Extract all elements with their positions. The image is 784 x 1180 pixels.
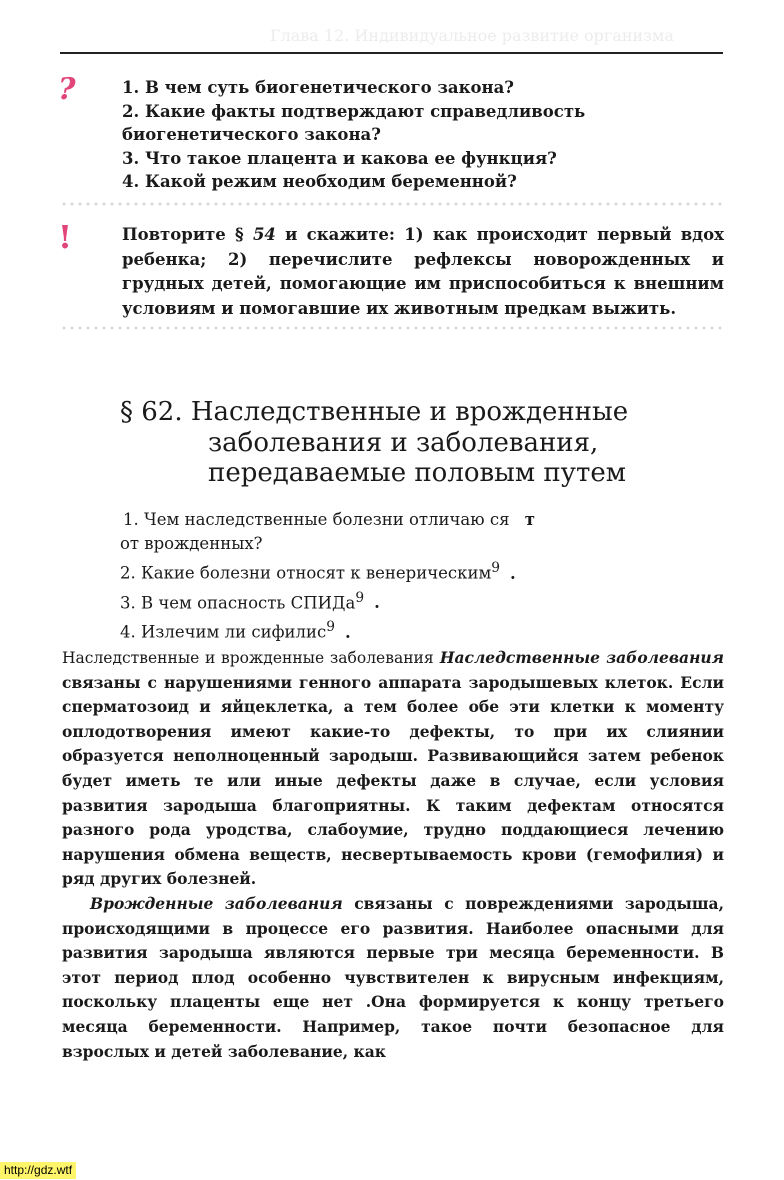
body-text <box>62 646 724 1064</box>
running-header: Глава 12. Индивидуальное развитие организма <box>270 26 674 45</box>
section-question: 4. Излечим ли сифилис$^9$ . <box>120 619 351 642</box>
section-title: § 62. Наследственные и врожденные заболевания и заболевания, передаваемые половым путем <box>120 397 629 488</box>
review-question: 2. Какие факты подтверждают справедливость биогенетического закона? <box>122 101 586 144</box>
review-questions <box>122 76 724 194</box>
paragraph: Наследственные и врожденные заболевания Наследственные заболевания связаны с нарушениями генного аппарата зародышевых клеток. Если сперматозоид и яйцеклетка, а тем более обе эти клетки к моменту оплодотворения имеют какие-то дефекты, то при их слиянии образуется неполноценный зародыш. Развивающийся затем ребенок будет иметь те или иные дефекты даже в случае, если условия развития зародыша благоприятны. К таким дефектам относятся разного рода уродства, слабоумие, трудно поддающиеся лечению нарушения обмена веществ, несвертываемость крови (гемофилия) и ряд других болезней. <box>62 648 724 889</box>
section-question: 1. Чем наследственные болезни отличаю ся т <box>123 510 536 529</box>
repeat-task: Повторите § 54 и скажите: 1) как происходит первый вдох ребенка; 2) перечислите рефлексы новорожденных и грудных детей, помогающие им приспособиться к внешним условиям и помогавшие их животным предкам выжить. <box>122 225 724 318</box>
review-question: 1. В чем суть биогенетического закона? <box>122 78 514 97</box>
review-question: 4. Какой режим необходим беременной? <box>122 172 517 191</box>
dotted-divider <box>60 326 724 330</box>
paragraph: Врожденные заболевания связаны с повреждениями зародыша, происходящими в процессе его развития. Наиболее опасными для развития зародыша являются первые три месяца беременности. В этот период плод особенно чувствителен к вирусным инфекциям, поскольку плаценты еще нет .Она формируется к концу третьего месяца беременности. Например, такое почти безопасное для взрослых и детей заболевание, как <box>62 893 724 1061</box>
question-mark-icon: ? <box>58 72 76 107</box>
section-question-cont: от врожденных? <box>120 534 263 553</box>
section-question: 3. В чем опасность СПИДа$^9$ . <box>120 589 380 612</box>
watermark-link[interactable]: http://gdz.wtf <box>0 1162 76 1179</box>
review-question: 3. Что такое плацента и какова ее функция? <box>122 148 557 168</box>
exclamation-icon: ! <box>58 218 73 256</box>
header-rule <box>60 52 723 54</box>
dotted-divider <box>60 202 724 206</box>
section-question: 2. Какие болезни относят к венерическим$^9$ . <box>120 560 516 583</box>
section-questions <box>120 508 580 645</box>
